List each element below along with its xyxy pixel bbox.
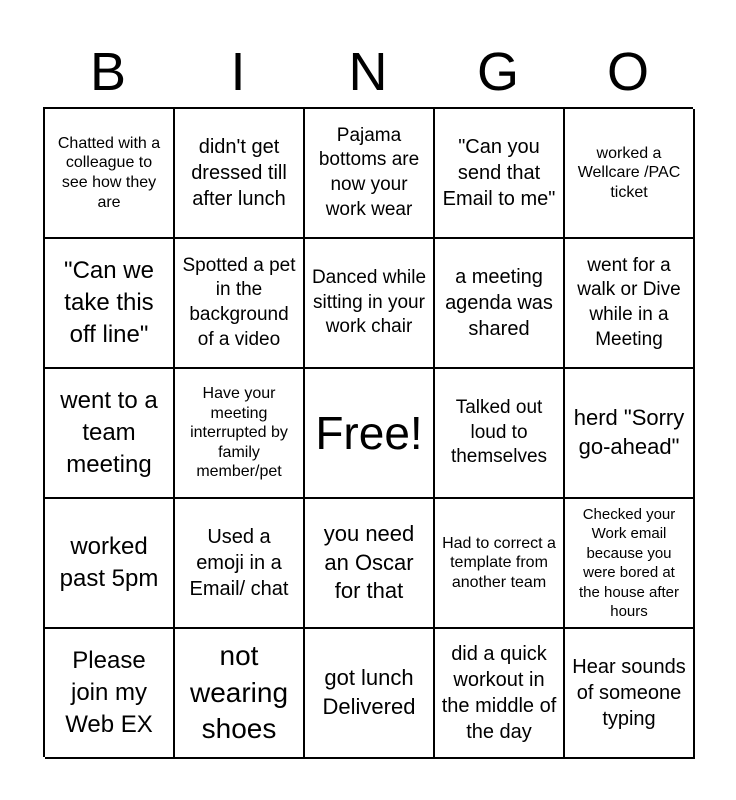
bingo-cell[interactable] [45,109,175,239]
header-letter-n: N [348,42,388,102]
bingo-cell[interactable] [45,369,175,499]
bingo-cell[interactable] [45,629,175,759]
bingo-cell[interactable] [565,629,695,759]
bingo-cell[interactable] [45,499,175,629]
bingo-cell[interactable] [175,369,305,499]
bingo-cell[interactable] [175,499,305,629]
cell-text: herd "Sorry go-ahead" [573,405,685,459]
bingo-cell[interactable] [565,239,695,369]
cell-text: did a quick workout in the middle of the day [441,643,557,743]
header-letter-o: O [606,42,649,102]
bingo-cell[interactable] [305,629,435,759]
bingo-cell[interactable] [435,239,565,369]
cell-text: Had to correct a template from another team [442,534,556,591]
cell-text: Checked your Work email because you were bored at the house after hours [578,505,680,620]
header-letter-b: B [89,42,127,102]
bingo-cell[interactable] [175,629,305,759]
bingo-cell[interactable] [305,109,435,239]
bingo-board [43,107,693,757]
bingo-cell[interactable] [175,239,305,369]
cell-text: Please join my Web EX [65,647,153,738]
cell-text: a meeting agenda was shared [445,266,553,340]
cell-text: you need an Oscar for that [323,521,415,604]
cell-text: Have your meeting interrupted by family member/pet [190,385,288,481]
bingo-cell[interactable] [45,239,175,369]
bingo-cell[interactable] [565,109,695,239]
bingo-cell[interactable] [435,369,565,499]
bingo-cell[interactable] [435,629,565,759]
bingo-cell[interactable] [565,499,695,629]
cell-text: Hear sounds of someone typing [572,656,686,730]
cell-text: worked a Wellcare /PAC ticket [577,144,681,201]
cell-text: Danced while sitting in your work chair [311,266,427,338]
header-letter-g: G [476,42,519,102]
cell-text: worked past 5pm [59,533,159,592]
cell-text: "Can we take this off line" [64,257,154,348]
bingo-header [43,36,693,108]
cell-text: Spotted a pet in the background of a video [182,254,296,350]
bingo-cell[interactable] [305,499,435,629]
cell-text: went for a walk or Dive while in a Meeting [577,254,681,350]
cell-text: went to a team meeting [60,387,158,478]
cell-text: Talked out loud to themselves [450,396,548,468]
cell-text: didn't get dressed till after lunch [191,136,287,210]
bingo-cell[interactable] [565,369,695,499]
bingo-cell[interactable] [435,109,565,239]
free-space-text: Free! [315,407,423,459]
free-space[interactable] [305,369,435,499]
cell-text: Pajama bottoms are now your work wear [318,124,420,220]
cell-text: Used a emoji in a Email/ chat [189,526,289,600]
header-letter-i: I [230,42,246,102]
cell-text: "Can you send that Email to me" [442,136,556,210]
cell-text: got lunch Delivered [322,665,416,719]
bingo-cell[interactable] [305,239,435,369]
bingo-cell[interactable] [175,109,305,239]
bingo-cell[interactable] [435,499,565,629]
cell-text: not wearing shoes [189,640,289,745]
cell-text: Chatted with a colleague to see how they are [57,134,161,211]
